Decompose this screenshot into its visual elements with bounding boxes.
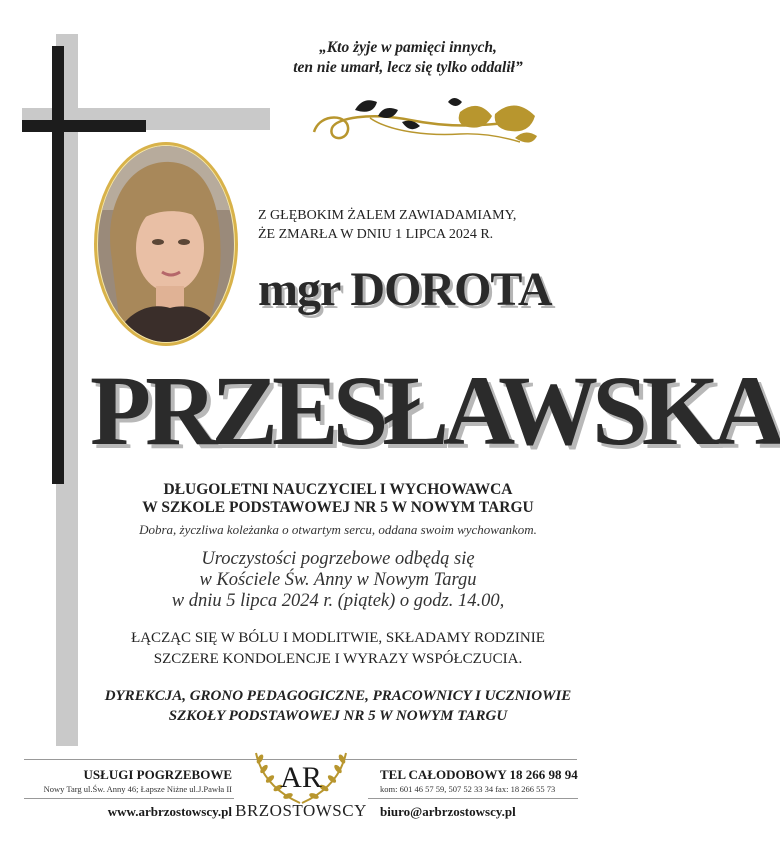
footer-email-link[interactable]: biuro@arbrzostowscy.pl: [380, 804, 516, 819]
cross-horizontal-beam: [22, 120, 146, 132]
cross-vertical-beam: [52, 46, 64, 484]
condolences-line-2: SZCZERE KONDOLENCJE I WYRAZY WSPÓŁCZUCIA.: [153, 651, 523, 667]
ceremony-line-1: Uroczystości pogrzebowe odbędą się: [201, 549, 475, 569]
condolences-line-1: ŁĄCZĄC SIĘ W BÓLU I MODLITWIE, SKŁADAMY RODZINIE: [131, 630, 545, 646]
intro-line-1: Z GŁĘBOKIM ŻALEM ZAWIADAMIAMY,: [258, 208, 517, 223]
footer-company-title: USŁUGI POGRZEBOWE: [83, 767, 232, 782]
deceased-portrait-photo: [92, 140, 240, 348]
logo-letters: AR: [280, 761, 322, 794]
deceased-first-name: mgr DOROTA: [258, 263, 552, 316]
deceased-description: Dobra, życzliwa koleżanka o otwartym sercu, oddana swoim wychowankom.: [139, 522, 537, 537]
ceremony-line-2: w Kościele Św. Anny w Nowym Targu: [199, 570, 477, 590]
footer-website-link[interactable]: www.arbrzostowscy.pl: [107, 804, 232, 819]
footer-phones: kom: 601 46 57 59, 507 52 33 34 fax: 18 266 55 73: [380, 784, 556, 794]
leaf-ornament-icon: [310, 92, 555, 154]
company-logo-icon: [242, 745, 360, 807]
company-logo-name: BRZOSTOWSCY: [235, 801, 367, 820]
footer-divider-right: [368, 798, 578, 799]
deceased-role: [88, 481, 588, 517]
footer-phone-title: TEL CAŁODOBOWY 18 266 98 94: [380, 767, 578, 782]
quote-line-1: „Kto żyje w pamięci innych,: [319, 39, 497, 56]
ceremony-line-3: w dniu 5 lipca 2024 r. (piątek) o godz. 14.00,: [171, 591, 505, 611]
signers: [88, 686, 588, 726]
role-line-1: DŁUGOLETNI NAUCZYCIEL I WYCHOWAWCA: [163, 481, 513, 498]
signers-line-2: SZKOŁY PODSTAWOWEJ NR 5 W NOWYM TARGU: [168, 708, 508, 724]
memorial-quote: [238, 38, 578, 78]
footer-address: Nowy Targ ul.Św. Anny 46; Łapsze Niżne ul.J.Pawła II: [43, 784, 232, 794]
footer-divider-left: [24, 798, 234, 799]
deceased-surname: PRZESŁAWSKA: [90, 355, 780, 466]
signers-line-1: DYREKCJA, GRONO PEDAGOGICZNE, PRACOWNICY I UCZNIOWIE: [104, 688, 572, 704]
role-line-2: W SZKOLE PODSTAWOWEJ NR 5 W NOWYM TARGU: [142, 499, 534, 516]
funeral-ceremony-info: [88, 549, 588, 612]
announcement-intro: [258, 206, 548, 244]
condolences: [88, 628, 588, 670]
quote-line-2: ten nie umarł, lecz się tylko oddalił”: [293, 59, 523, 76]
intro-line-2: ŻE ZMARŁA W DNIU 1 LIPCA 2024 R.: [258, 227, 494, 242]
